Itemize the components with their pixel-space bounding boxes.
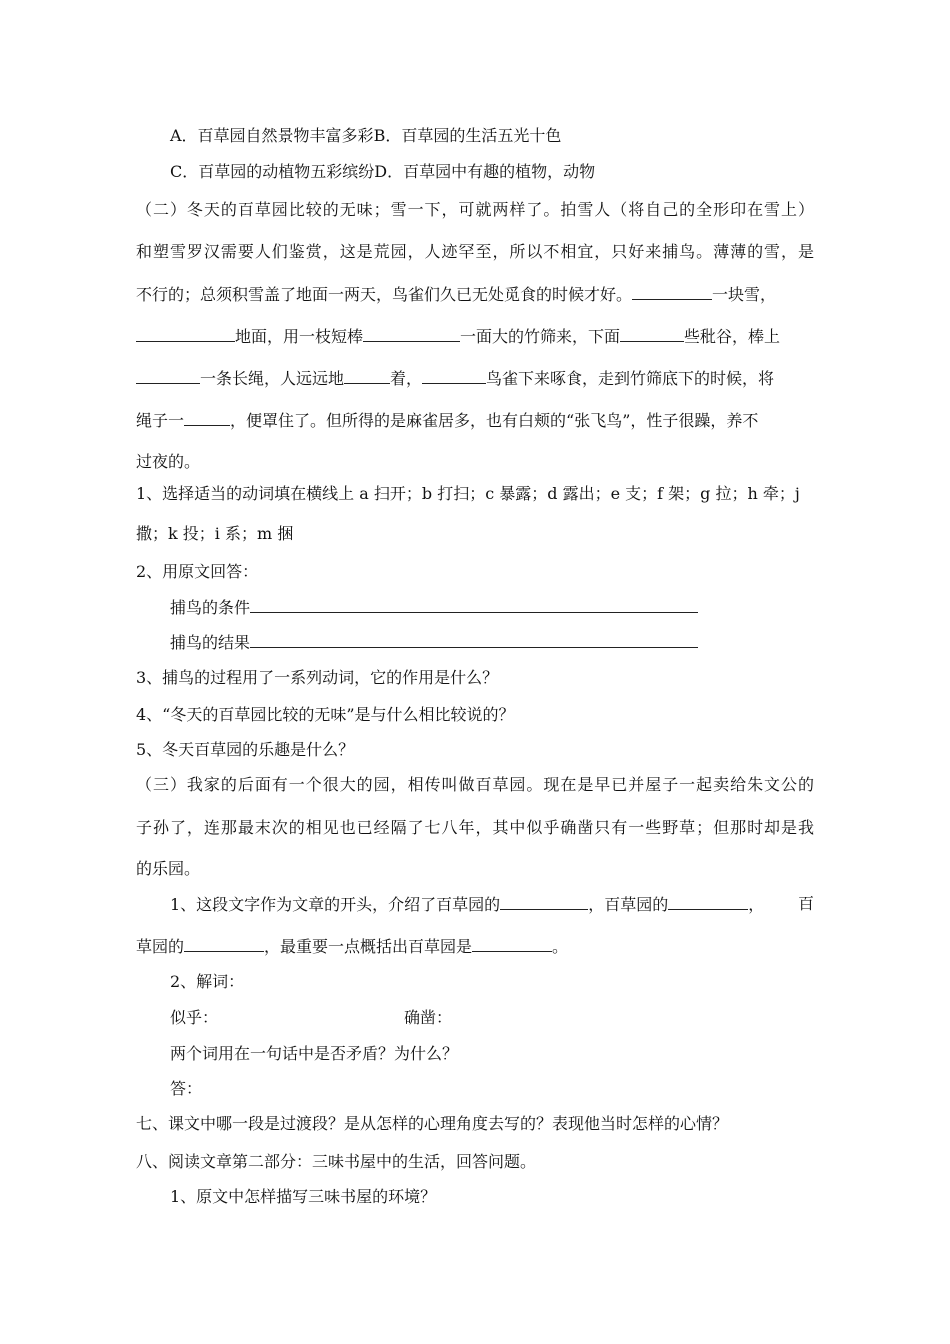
answer-blank [250, 632, 698, 648]
answer-blank [620, 326, 684, 342]
section3-line-1: （三）我家的后面有一个很大的园，相传叫做百草园。现在是早已并屋子一起卖给朱文公的 [136, 775, 814, 794]
question-eight-1: 1、原文中怎样描写三味书屋的环境？ [170, 1187, 437, 1206]
s3-question-1 [170, 894, 764, 915]
answer-blank [184, 936, 264, 952]
s2-question-3: 3、捕鸟的过程用了一系列动词，它的作用是什么？ [136, 668, 499, 687]
word-sihu: 似乎： [170, 1008, 219, 1027]
s3-question-3: 两个词用在一句话中是否矛盾？为什么？ [170, 1044, 459, 1063]
section2-line-6 [136, 410, 758, 431]
section2-line-4 [136, 326, 780, 347]
option-b: B．百草园的生活五光十色 [373, 126, 562, 145]
answer-blank [472, 936, 552, 952]
s3-question-1-text: ，最重要一点概括出百草园是 [264, 937, 473, 956]
s3-question-1-text: 1、这段文字作为文章的开头，介绍了百草园的 [170, 895, 501, 914]
section2-text: 着， [390, 369, 423, 388]
question-eight: 八、阅读文章第二部分：三味书屋中的生活，回答问题。 [136, 1152, 537, 1171]
section2-text: ，便罩住了。但所得的是麻雀居多，也有白颊的“张飞鸟”，性子很躁，养不 [230, 411, 759, 430]
section2-text: 绳子一 [136, 411, 185, 430]
s2-question-4: 4、“冬天的百草园比较的无味”是与什么相比较说的？ [136, 705, 515, 724]
section2-line-1: （二）冬天的百草园比较的无味；雪一下，可就两样了。拍雪人（将自己的全形印在雪上） [136, 200, 814, 219]
option-d: D．百草园中有趣的植物，动物 [374, 162, 596, 181]
answer-label: 答： [170, 1079, 203, 1098]
word-quezao: 确凿： [404, 1008, 453, 1027]
section2-line-2: 和塑雪罗汉需要人们鉴赏，这是荒园，人迹罕至，所以不相宜，只好来捕鸟。薄薄的雪，是 [136, 242, 814, 261]
s3-question-1-text: 草园的 [136, 937, 185, 956]
s3-question-1-text: 。 [552, 937, 569, 956]
section2-text: 地面，用一枝短棒 [235, 327, 364, 346]
answer-blank [184, 410, 230, 426]
answer-blank [136, 326, 235, 342]
option-a: A．百草园自然景物丰富多彩 [170, 126, 374, 145]
s3-question-1-cont [136, 936, 568, 957]
s3-question-1-tail: 百 [798, 894, 815, 913]
s2-question-2: 2、用原文回答： [136, 562, 259, 581]
section2-line-5 [136, 368, 774, 389]
answer-blank [250, 597, 698, 613]
answer-blank [422, 368, 486, 384]
s2-question-2b [170, 632, 698, 653]
section2-text: 些秕谷，棒上 [684, 327, 781, 346]
answer-blank [136, 368, 200, 384]
section2-text: 不行的；总须积雪盖了地面一两天，鸟雀们久已无处觅食的时候才好。 [136, 285, 633, 304]
s2-question-2a-label: 捕鸟的条件 [170, 598, 251, 617]
question-seven: 七、课文中哪一段是过渡段？是从怎样的心理角度去写的？表现他当时怎样的心情？ [136, 1114, 729, 1133]
s2-question-1: 1、选择适当的动词填在横线上 a 扫开；b 打扫；c 暴露；d 露出；e 支；f 架；g 拉；h 牵；j [136, 484, 800, 503]
s3-question-1-text: ， [748, 895, 765, 914]
section2-text: 鸟雀下来啄食，走到竹筛底下的时候，将 [486, 369, 775, 388]
s2-question-2a [170, 597, 698, 618]
section2-text: 一条长绳，人远远地 [200, 369, 345, 388]
s2-question-1-cont: 撒；k 投；i 系；m 捆 [136, 524, 294, 543]
section2-text: 一块雪， [712, 285, 777, 304]
option-c: C．百草园的动植物五彩缤纷 [170, 162, 375, 181]
s2-question-2b-label: 捕鸟的结果 [170, 633, 251, 652]
s2-question-5: 5、冬天百草园的乐趣是什么？ [136, 740, 355, 759]
answer-blank [363, 326, 460, 342]
s3-question-1-text: ，百草园的 [588, 895, 669, 914]
answer-blank [344, 368, 390, 384]
answer-blank [668, 894, 748, 910]
option-row-cd [170, 162, 595, 182]
section3-line-2: 子孙了，连那最末次的相见也已经隔了七八年，其中似乎确凿只有一些野草；但那时却是我 [136, 818, 814, 837]
s3-question-2: 2、解词： [170, 972, 245, 991]
answer-blank [632, 284, 712, 300]
answer-blank [500, 894, 588, 910]
section2-line-3 [136, 284, 776, 305]
section3-line-3: 的乐园。 [136, 859, 201, 878]
option-row-ab [170, 126, 561, 146]
section2-line-7: 过夜的。 [136, 452, 201, 471]
section2-text: 一面大的竹筛来，下面 [460, 327, 621, 346]
